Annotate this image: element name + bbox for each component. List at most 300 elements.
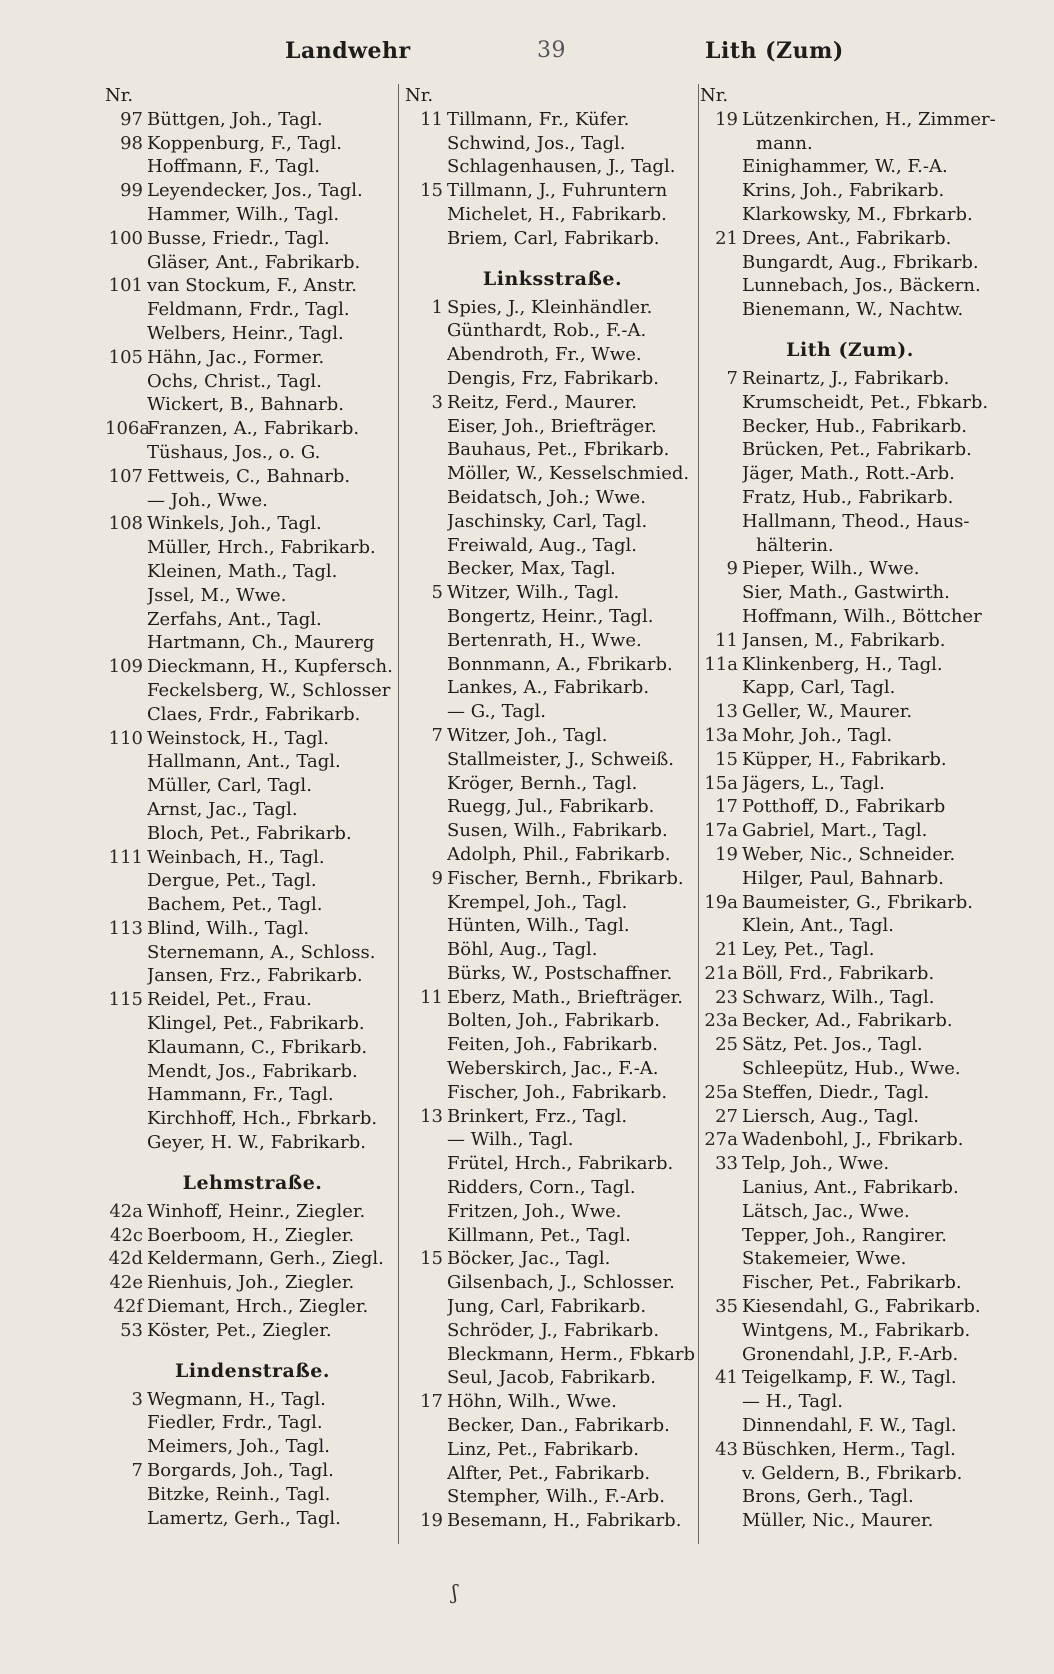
house-number [405,1176,447,1200]
resident-text: Möller, W., Kesselschmied. [447,463,690,485]
resident-text: Spies, J., Kleinhändler. [447,296,653,318]
directory-entry [405,1033,700,1057]
directory-entry [700,962,1000,986]
house-number [405,367,447,391]
directory-entry [105,1083,400,1107]
house-number: 101 [108,275,143,297]
resident-text: Welbers, Heinr., Tagl. [147,322,344,344]
directory-entry [105,1107,400,1131]
directory-entry [105,703,400,727]
house-number: 115 [108,989,143,1011]
resident-text: Böhl, Aug., Tagl. [447,939,598,961]
directory-entry [405,581,700,605]
house-number: 100 [108,227,143,249]
directory-entry [405,938,700,962]
directory-entry [700,510,1000,534]
house-number [405,676,447,700]
resident-text: Witzer, Wilh., Tagl. [447,582,620,604]
directory-entry [700,1390,1000,1414]
house-number [405,462,447,486]
house-number [700,203,742,227]
directory-entry [105,1411,400,1435]
resident-text: Büttgen, Joh., Tagl. [147,108,323,130]
resident-text: Koppenburg, F., Tagl. [147,132,342,154]
house-number [700,1057,742,1081]
directory-entry [700,486,1000,510]
house-number [105,941,147,965]
house-number [700,486,742,510]
resident-text: Kirchhoff, Hch., Fbrkarb. [147,1108,378,1130]
directory-entry [105,227,400,251]
directory-entry [405,155,700,179]
house-number [405,700,447,724]
directory-entry [105,1459,400,1483]
resident-text: Schröder, J., Fabrikarb. [447,1319,660,1341]
directory-entry [405,700,700,724]
column-3 [700,84,1000,1544]
house-number: 42f [113,1296,143,1318]
resident-text: Becker, Ad., Fabrikarb. [742,1010,953,1032]
directory-entry [405,1176,700,1200]
directory-entry [700,1081,1000,1105]
directory-entry [700,298,1000,322]
house-number: 97 [120,108,143,130]
house-number [105,441,147,465]
house-number: 17 [420,1391,443,1413]
resident-text: Zerfahs, Ant., Tagl. [147,608,322,630]
house-number [405,415,447,439]
directory-entry [405,1200,700,1224]
directory-entry [405,227,700,251]
house-number: 41 [715,1367,738,1389]
house-number [405,914,447,938]
directory-entry [405,1271,700,1295]
house-number [405,438,447,462]
resident-text: Franzen, A., Fabrikarb. [147,418,360,440]
house-number [105,631,147,655]
directory-entry [405,1295,700,1319]
directory-entry [105,1036,400,1060]
house-number [105,1036,147,1060]
directory-entry [700,557,1000,581]
directory-entry [105,750,400,774]
house-number: 17a [704,820,738,842]
house-number: 113 [108,917,143,939]
directory-entry [105,465,400,489]
resident-text: Hallmann, Ant., Tagl. [147,751,341,773]
resident-text: Bungardt, Aug., Fbrikarb. [742,251,979,273]
resident-text: Wickert, B., Bahnarb. [147,394,344,416]
directory-entry [700,438,1000,462]
house-number [700,1271,742,1295]
house-number: 1 [431,296,443,318]
resident-text: Eberz, Math., Briefträger. [447,986,683,1008]
resident-text: Fratz, Hub., Fabrikarb. [742,486,954,508]
resident-text: Bloch, Pet., Fabrikarb. [147,822,352,844]
resident-text: Kiesendahl, G., Fabrikarb. [742,1296,981,1318]
house-number [105,1507,147,1531]
resident-text: Brons, Gerh., Tagl. [742,1486,914,1508]
resident-text: Wadenbohl, J., Fbrikarb. [742,1129,964,1151]
directory-entry [105,774,400,798]
directory-entry [700,653,1000,677]
resident-text: Alfter, Pet., Fabrikarb. [447,1462,651,1484]
house-number [405,843,447,867]
resident-text: Bertenrath, H., Wwe. [447,629,642,651]
directory-entry [105,1483,400,1507]
house-number [105,1060,147,1084]
directory-entry [700,724,1000,748]
directory-entry [700,1509,1000,1533]
house-number [405,319,447,343]
house-number [700,534,742,558]
resident-text: Witzer, Joh., Tagl. [447,724,608,746]
house-number: 17 [715,796,738,818]
directory-entry [105,869,400,893]
directory-entry [405,795,700,819]
directory-entry [700,1224,1000,1248]
resident-text: Brinkert, Frz., Tagl. [447,1105,628,1127]
resident-text: Klingel, Pet., Fabrikarb. [147,1013,365,1035]
house-number [105,798,147,822]
resident-text: Lätsch, Jac., Wwe. [742,1200,910,1222]
directory-entry [405,343,700,367]
house-number [405,1462,447,1486]
resident-text: Küpper, H., Fabrikarb. [742,748,947,770]
directory-entry [405,367,700,391]
house-number: 21 [715,939,738,961]
resident-text: Killmann, Pet., Tagl. [447,1224,631,1246]
house-number [405,486,447,510]
house-number: 42e [109,1272,143,1294]
directory-entry [105,893,400,917]
street-heading: Lindenstraße. [174,1359,330,1382]
directory-entry [405,1057,700,1081]
house-number [405,557,447,581]
house-number [405,132,447,156]
directory-entry [405,986,700,1010]
house-number [105,298,147,322]
column-2 [405,84,700,1544]
resident-text: Brücken, Pet., Fabrikarb. [742,439,972,461]
house-number [405,795,447,819]
directory-entry [700,1176,1000,1200]
directory-entry [105,536,400,560]
resident-text: Reinartz, J., Fabrikarb. [742,367,950,389]
resident-text: Leyendecker, Jos., Tagl. [147,180,363,202]
resident-text: Becker, Max, Tagl. [447,558,616,580]
house-number [105,679,147,703]
house-number [700,1247,742,1271]
house-number: 7 [726,367,738,389]
house-number [405,1009,447,1033]
house-number: 11 [715,629,738,651]
directory-entry [700,1009,1000,1033]
house-number [105,322,147,346]
resident-text: Gläser, Ant., Fabrikarb. [147,251,361,273]
directory-entry [105,489,400,513]
house-number [700,581,742,605]
directory-entry [405,1414,700,1438]
resident-text: Michelet, H., Fabrikarb. [447,203,667,225]
directory-entry [105,346,400,370]
directory-entry [405,203,700,227]
resident-text: Fischer, Joh., Fabrikarb. [447,1081,668,1103]
house-number [405,938,447,962]
resident-text: Lamertz, Gerh., Tagl. [147,1507,341,1529]
house-number [105,1411,147,1435]
resident-text: Borgards, Joh., Tagl. [147,1460,334,1482]
directory-entry [105,560,400,584]
directory-entry [700,938,1000,962]
house-number [105,822,147,846]
resident-text: Böcker, Jac., Tagl. [447,1248,611,1270]
resident-text: Tepper, Joh., Rangirer. [742,1224,948,1246]
directory-entry [700,1343,1000,1367]
directory-entry [700,1438,1000,1462]
directory-entry [700,155,1000,179]
resident-text: Linz, Pet., Fabrikarb. [447,1438,639,1460]
resident-text: Weber, Nic., Schneider. [742,843,956,865]
directory-entry [700,676,1000,700]
resident-text: — G., Tagl. [447,701,546,723]
resident-text: Weberskirch, Jac., F.-A. [447,1058,659,1080]
resident-text: Köster, Pet., Ziegler. [147,1319,332,1341]
ink-mark: ʃ [452,1580,458,1604]
resident-text: Höhn, Wilh., Wwe. [447,1391,617,1413]
resident-text: Müller, Nic., Maurer. [742,1510,934,1532]
directory-entry [700,795,1000,819]
house-number [405,1081,447,1105]
resident-text: Hähn, Jac., Former. [147,346,325,368]
directory-entry [700,274,1000,298]
resident-text: Liersch, Aug., Tagl. [742,1105,919,1127]
directory-entry [405,676,700,700]
resident-text: Hartmann, Ch., Maurerg [147,632,375,654]
resident-text: Hammer, Wilh., Tagl. [147,203,340,225]
resident-text: Winhoff, Heinr., Ziegler. [147,1200,366,1222]
resident-text: Bongertz, Heinr., Tagl. [447,605,654,627]
house-number [405,1366,447,1390]
house-number: 25 [715,1034,738,1056]
resident-text: Mohr, Joh., Tagl. [742,724,893,746]
resident-text: Kleinen, Math., Tagl. [147,560,338,582]
directory-entry [105,393,400,417]
directory-entry [405,1105,700,1129]
house-number: 19 [715,843,738,865]
directory-entry [105,155,400,179]
house-number [405,1343,447,1367]
directory-entry [105,322,400,346]
house-number: 13a [704,724,738,746]
house-number: 111 [108,846,143,868]
resident-text: Krins, Joh., Fabrikarb. [742,180,945,202]
resident-text: Fritzen, Joh., Wwe. [447,1200,622,1222]
entry-continuation [700,132,1000,156]
directory-entry [700,1462,1000,1486]
directory-entry [700,1295,1000,1319]
directory-entry [700,914,1000,938]
house-number [700,1462,742,1486]
resident-text: Wegmann, H., Tagl. [147,1388,326,1410]
house-number: 15a [704,772,738,794]
directory-entry [105,1200,400,1224]
house-number: 9 [726,558,738,580]
house-number [105,370,147,394]
resident-text: Klinkenberg, H., Tagl. [742,653,943,675]
directory-entry [405,319,700,343]
house-number [700,179,742,203]
directory-entry [405,179,700,203]
resident-text: Rienhuis, Joh., Ziegler. [147,1272,355,1294]
resident-text: Lankes, A., Fabrikarb. [447,677,650,699]
house-number: 3 [431,391,443,413]
resident-text: Feiten, Joh., Fabrikarb. [447,1034,659,1056]
house-number [105,893,147,917]
house-number [105,964,147,988]
resident-text: Geller, W., Maurer. [742,701,913,723]
house-number [405,1414,447,1438]
resident-text: Bauhaus, Pet., Fbrikarb. [447,439,670,461]
resident-text: Freiwald, Aug., Tagl. [447,534,637,556]
directory-entry [700,203,1000,227]
resident-text: Geyer, H. W., Fabrikarb. [147,1132,366,1154]
house-number [105,869,147,893]
house-number: 15 [715,748,738,770]
house-number [700,462,742,486]
house-number: 13 [420,1105,443,1127]
resident-text: Feldmann, Frdr., Tagl. [147,299,350,321]
directory-entry [105,679,400,703]
directory-entry [105,108,400,132]
house-number [700,676,742,700]
house-number: 19a [704,891,738,913]
directory-entry [105,798,400,822]
house-number [405,155,447,179]
resident-text: Besemann, H., Fabrikarb. [447,1510,682,1532]
directory-entry [405,748,700,772]
directory-entry [405,1390,700,1414]
directory-entry [405,867,700,891]
resident-text: Bitzke, Reinh., Tagl. [147,1483,331,1505]
house-number: 109 [108,656,143,678]
resident-text: Arnst, Jac., Tagl. [147,798,298,820]
resident-text: Abendroth, Fr., Wwe. [447,344,642,366]
resident-text: Klein, Ant., Tagl. [742,915,894,937]
directory-entry [105,1247,400,1271]
directory-entry [405,1152,700,1176]
column-1 [105,84,400,1544]
house-number: 15 [420,180,443,202]
directory-entry [105,274,400,298]
resident-text: Günthardt, Rob., F.-A. [447,320,647,342]
resident-text: Lützenkirchen, H., Zimmer- [742,108,996,130]
resident-text: Telp, Joh., Wwe. [742,1153,890,1175]
house-number [700,274,742,298]
resident-text: Winkels, Joh., Tagl. [147,513,322,535]
resident-text: Krumscheidt, Pet., Fbkarb. [742,391,989,413]
resident-text: Hoffmann, Wilh., Böttcher [742,605,982,627]
resident-text: Lanius, Ant., Fabrikarb. [742,1177,959,1199]
resident-text: Becker, Hub., Fabrikarb. [742,415,967,437]
directory-entry [405,819,700,843]
house-number [700,391,742,415]
resident-text: Krempel, Joh., Tagl. [447,891,628,913]
directory-entry [405,1343,700,1367]
directory-entry [700,700,1000,724]
house-number [405,962,447,986]
directory-entry [700,1200,1000,1224]
house-number [700,1509,742,1533]
house-number: 15 [420,1248,443,1270]
directory-entry [105,631,400,655]
house-number: 105 [108,346,143,368]
house-number: 11a [704,653,738,675]
resident-text: van Stockum, F., Anstr. [147,275,357,297]
directory-entry [700,819,1000,843]
house-number [105,536,147,560]
house-number [105,393,147,417]
directory-entry [105,1319,400,1343]
resident-text: Sätz, Pet. Jos., Tagl. [742,1034,923,1056]
resident-text: Ley, Pet., Tagl. [742,939,875,961]
directory-entry [700,251,1000,275]
resident-text: Becker, Dan., Fabrikarb. [447,1415,670,1437]
house-number [405,510,447,534]
directory-entry [405,605,700,629]
house-number [105,774,147,798]
directory-entry [405,772,700,796]
house-number [405,605,447,629]
directory-entry [105,298,400,322]
directory-entry [405,438,700,462]
nr-label: Nr. [105,85,134,106]
house-number [105,1083,147,1107]
resident-text: Schlagenhausen, J., Tagl. [447,156,676,178]
house-number [405,1438,447,1462]
house-number [700,605,742,629]
resident-text: Sier, Math., Gastwirth. [742,582,950,604]
resident-text: Ridders, Corn., Tagl. [447,1177,636,1199]
directory-entry [105,1060,400,1084]
resident-text: Müller, Hrch., Fabrikarb. [147,537,376,559]
resident-text: Reitz, Ferd., Maurer. [447,391,637,413]
directory-entry [405,1366,700,1390]
resident-text: Diemant, Hrch., Ziegler. [147,1296,369,1318]
house-number: 43 [715,1438,738,1460]
resident-text: Bonnmann, A., Fbrikarb. [447,653,673,675]
house-number: 25a [704,1081,738,1103]
house-number: 11 [420,108,443,130]
directory-entry [105,1435,400,1459]
house-number: 21a [704,962,738,984]
directory-entry [700,1366,1000,1390]
house-number [405,1033,447,1057]
resident-text: Bleckmann, Herm., Fbkarb [447,1343,696,1365]
directory-entry [105,941,400,965]
resident-text: Fettweis, C., Bahnarb. [147,465,351,487]
resident-text: Beidatsch, Joh.; Wwe. [447,486,646,508]
resident-text: Pieper, Wilh., Wwe. [742,558,920,580]
resident-text: Jansen, M., Fabrikarb. [742,629,946,651]
house-number [700,155,742,179]
directory-entry [105,584,400,608]
house-number [700,415,742,439]
resident-text: Teigelkamp, F. W., Tagl. [742,1367,957,1389]
house-number [405,1057,447,1081]
resident-text: v. Geldern, B., Fbrikarb. [742,1462,963,1484]
directory-entry [105,608,400,632]
